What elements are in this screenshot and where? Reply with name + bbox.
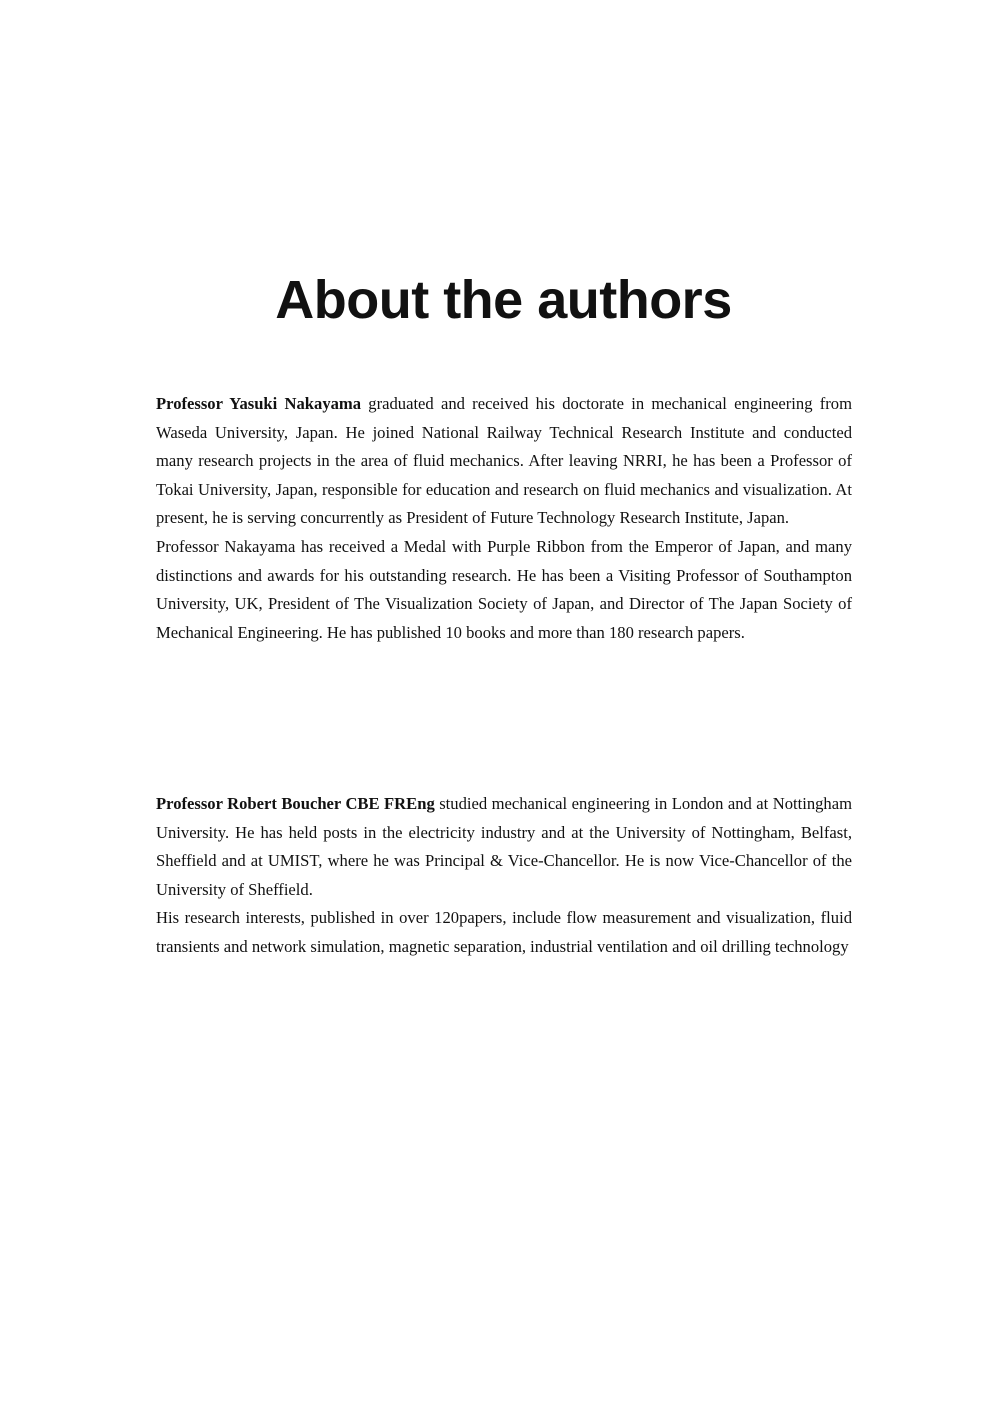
- author-bio-paragraph: His research interests, published in over 120papers, include flow measurement and visualization, fluid transients and network simulation, magnetic separation, industrial ventilation and oil drilling technology: [156, 908, 852, 956]
- page-title: About the authors: [275, 270, 732, 330]
- author-bio-nakayama: [156, 390, 852, 647]
- author-bio-paragraph: [156, 390, 852, 533]
- author-name: Professor Yasuki Nakayama: [156, 394, 362, 413]
- author-bio-text: studied mechanical engineering in London and at Nottingham University. He has held posts in the electricity industry and at the University of Nottingham, Belfast, Sheffield and at UMIST, where he was Principal & Vice-Chancellor. He is now Vice-Chancellor of the University of Sheffield.: [156, 794, 853, 899]
- author-name: Professor Robert Boucher CBE FREng: [156, 794, 435, 813]
- author-bio-text: graduated and received his doctorate in mechanical engineering from Waseda University, Japan. He joined National Railway Technical Research Institute and conducted many research projects in the area of fluid mechanics. After leaving NRRI, he has been a Professor of Tokai University, Japan, responsible for education and research on fluid mechanics and visualization. At present, he is serving concurrently as President of Future Technology Research Institute, Japan.: [156, 394, 852, 528]
- author-bio-paragraph: [156, 790, 852, 904]
- author-bio-paragraph: Professor Nakayama has received a Medal with Purple Ribbon from the Emperor of Japan, and many distinctions and awards for his outstanding research. He has been a Visiting Professor of Southampton University, UK, President of The Visualization Society of Japan, and Director of The Japan Society of Mechanical Engineering. He has published 10 books and more than 180 research papers.: [156, 536, 852, 642]
- author-bio-boucher: [156, 790, 852, 962]
